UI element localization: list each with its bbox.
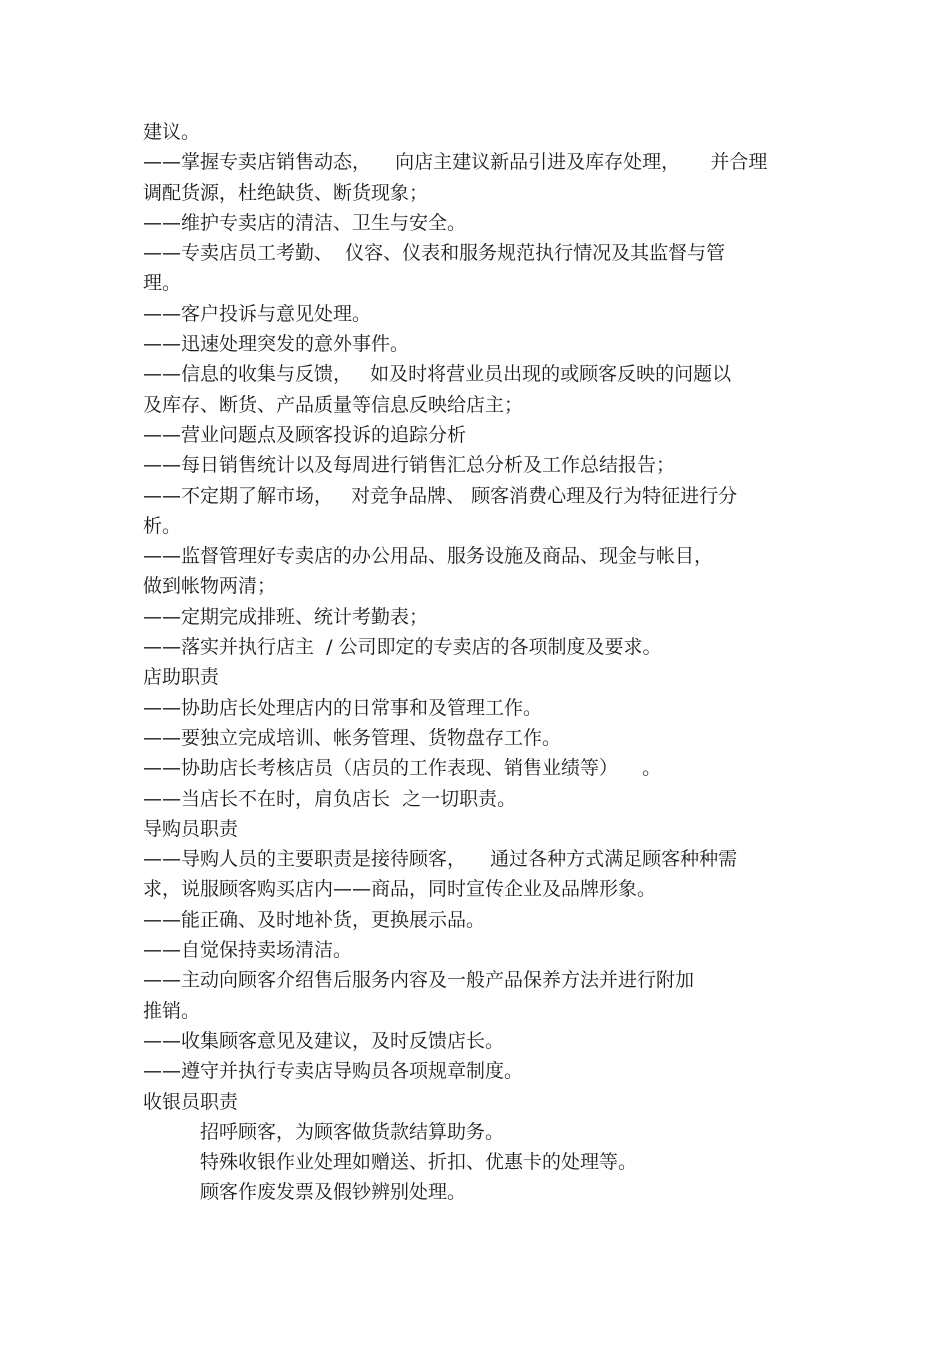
text-line: 招呼顾客，为顾客做货款结算助务。 xyxy=(200,1120,505,1143)
section-heading-sales-guide-duties: 导购员职责 xyxy=(143,817,239,840)
text-line: ——专卖店员工考勤、 仪容、仪表和服务规范执行情况及其监督与管 xyxy=(143,242,726,265)
section-heading-assistant-duties: 店助职责 xyxy=(143,666,220,689)
text-line: ——协助店长处理店内的日常事和及管理工作。 xyxy=(143,696,543,719)
text-line: 调配货源，杜绝缺货、断货现象； xyxy=(143,181,429,204)
text-line: ——不定期了解市场， 对竞争品牌、 顾客消费心理及行为特征进行分 xyxy=(143,484,738,507)
text-line: ——每日销售统计以及每周进行销售汇总分析及工作总结报告； xyxy=(143,454,676,477)
text-line: 及库存、断货、产品质量等信息反映给店主； xyxy=(143,393,524,416)
text-line: ——主动向顾客介绍售后服务内容及一般产品保养方法并进行附加 xyxy=(143,969,695,992)
text-line: ——落实并执行店主 / 公司即定的专卖店的各项制度及要求。 xyxy=(143,636,662,659)
document-body xyxy=(143,117,813,1208)
text-line: ——信息的收集与反馈， 如及时将营业员出现的或顾客反映的问题以 xyxy=(143,363,732,386)
text-line: ——定期完成排班、统计考勤表； xyxy=(143,605,429,628)
text-line: ——能正确、及时地补货，更换展示品。 xyxy=(143,908,486,931)
text-line: ——掌握专卖店销售动态， 向店主建议新品引进及库存处理， 并合理 xyxy=(143,151,768,174)
text-line: ——迅速处理突发的意外事件。 xyxy=(143,333,410,356)
text-line: 建议。 xyxy=(143,121,201,143)
text-line: ——营业问题点及顾客投诉的追踪分析 xyxy=(143,423,467,446)
text-line: 特殊收银作业处理如赠送、折扣、优惠卡的处理等。 xyxy=(200,1151,638,1174)
text-line: ——要独立完成培训、帐务管理、货物盘存工作。 xyxy=(143,726,562,749)
text-line: ——协助店长考核店员（店员的工作表现、销售业绩等） 。 xyxy=(143,757,662,780)
text-line: 理。 xyxy=(143,272,182,295)
text-line: 析。 xyxy=(143,514,182,537)
text-line: 求，说服顾客购买店内——商品，同时宣传企业及品牌形象。 xyxy=(143,878,657,901)
text-line: ——导购人员的主要职责是接待顾客， 通过各种方式满足顾客种种需 xyxy=(143,848,738,871)
text-line: ——自觉保持卖场清洁。 xyxy=(143,939,353,962)
text-line: ——维护专卖店的清洁、卫生与安全。 xyxy=(143,211,467,234)
text-line: 做到帐物两清； xyxy=(143,575,277,598)
text-line: ——客户投诉与意见处理。 xyxy=(143,302,372,325)
text-line: 推销。 xyxy=(143,999,201,1022)
section-heading-cashier-duties: 收银员职责 xyxy=(143,1090,239,1113)
text-line: ——收集顾客意见及建议，及时反馈店长。 xyxy=(143,1029,505,1052)
text-line: ——当店长不在时，肩负店长 之一切职责。 xyxy=(143,787,517,810)
text-line: 顾客作废发票及假钞辨别处理。 xyxy=(200,1181,467,1204)
text-line: ——监督管理好专卖店的办公用品、服务设施及商品、现金与帐目， xyxy=(143,545,714,568)
text-line: ——遵守并执行专卖店导购员各项规章制度。 xyxy=(143,1060,524,1083)
